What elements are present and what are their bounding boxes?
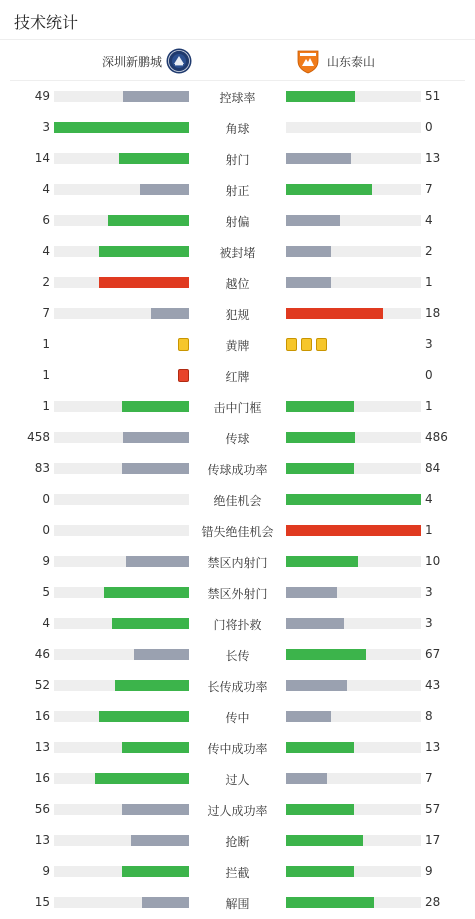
stat-label: 越位 [225,277,250,291]
home-value: 49 [34,89,50,103]
stat-row [0,887,475,918]
home-bar-fill [122,463,190,474]
away-bar-fill [286,463,354,474]
away-bar-track [286,401,421,412]
stat-row [0,143,475,174]
home-bar-track [54,649,189,660]
away-bar-track [286,711,421,722]
stat-label: 传球成功率 [207,463,268,477]
away-bar-track [286,91,421,102]
away-bar-fill [286,277,331,288]
home-value: 0 [42,523,50,537]
away-bar-fill [286,835,363,846]
home-value: 56 [34,802,50,816]
away-bar-track [286,804,421,815]
away-bar-track [286,525,421,536]
home-bar-track [54,556,189,567]
away-bar-track [286,246,421,257]
away-value: 17 [425,833,441,847]
away-value: 486 [425,430,448,444]
stat-label: 击中门框 [213,401,262,415]
home-value: 83 [34,461,50,475]
home-value: 9 [42,864,50,878]
stat-label: 抢断 [225,835,250,849]
home-value: 2 [42,275,50,289]
home-bar-fill [122,742,190,753]
away-bar-track [286,153,421,164]
yellow-card-icon [286,338,297,351]
home-bar-fill [123,432,189,443]
away-bar-track [286,122,421,133]
away-bar-fill [286,804,354,815]
home-bar-track [54,432,189,443]
stat-label: 绝佳机会 [213,494,262,508]
away-bar-track [286,897,421,908]
home-team-name: 深圳新鹏城 [101,54,162,69]
home-bar-fill [99,711,189,722]
stat-label: 过人 [225,773,250,787]
away-bar-track [286,432,421,443]
home-value: 4 [42,182,50,196]
away-bar-fill [286,866,354,877]
away-value: 10 [425,554,441,568]
away-bar-fill [286,91,355,102]
away-bar-fill [286,742,354,753]
stat-label: 黄牌 [225,339,250,353]
home-bar-fill [95,773,190,784]
stat-row [0,546,475,577]
shenzhen-xinpengcheng-logo [166,48,192,74]
stat-row [0,763,475,794]
away-bar-fill [286,711,331,722]
home-value: 6 [42,213,50,227]
stat-label: 禁区内射门 [207,556,268,570]
away-value: 43 [425,678,441,692]
home-bar-fill [115,680,189,691]
home-bar-track [54,401,189,412]
away-bar-track [286,773,421,784]
home-bar-fill [104,587,189,598]
stat-row [0,391,475,422]
away-bar-track [286,649,421,660]
home-value: 13 [34,740,50,754]
away-bar-track [286,618,421,629]
stat-row [0,205,475,236]
stat-label: 解围 [225,897,250,911]
home-value: 0 [42,492,50,506]
away-team-name: 山东泰山 [327,54,376,69]
home-bar-track [54,773,189,784]
home-value: 1 [42,399,50,413]
stat-label: 传中 [225,711,250,725]
home-bar-fill [123,91,189,102]
home-bar-fill [122,401,190,412]
away-bar-track [286,835,421,846]
stat-row [0,484,475,515]
stat-label: 红牌 [225,370,250,384]
away-value: 28 [425,895,441,909]
away-value: 2 [425,244,433,258]
stat-row [0,794,475,825]
stats-list [0,81,475,918]
home-bar-track [54,680,189,691]
home-value: 52 [34,678,50,692]
away-bar-fill [286,184,372,195]
home-bar-fill [140,184,189,195]
away-bar-track [286,556,421,567]
home-value: 458 [27,430,50,444]
home-bar-track [54,618,189,629]
away-bar-fill [286,556,358,567]
home-bar-fill [99,277,189,288]
away-value: 4 [425,492,433,506]
home-value: 5 [42,585,50,599]
stat-label: 射偏 [225,215,250,229]
stat-row [0,360,475,391]
away-value: 3 [425,337,433,351]
away-bar-fill [286,587,337,598]
away-bar-fill [286,680,347,691]
home-bar-fill [54,122,189,133]
stat-row [0,856,475,887]
stat-label: 禁区外射门 [207,587,268,601]
home-cards [178,338,189,351]
away-bar-fill [286,494,421,505]
stat-row [0,422,475,453]
away-bar-track [286,587,421,598]
stat-row [0,112,475,143]
stat-label: 传中成功率 [207,742,268,756]
stat-row [0,825,475,856]
stat-row [0,701,475,732]
stat-row [0,267,475,298]
stat-label: 门将扑救 [213,618,262,632]
stat-label: 射正 [225,184,250,198]
home-value: 14 [34,151,50,165]
title-bar [0,0,475,40]
stat-label: 拦截 [225,866,250,880]
stat-label: 错失绝佳机会 [201,525,274,539]
teams-header [10,41,465,81]
stat-row [0,453,475,484]
stat-label: 过人成功率 [207,804,268,818]
away-bar-fill [286,525,421,536]
stat-row [0,515,475,546]
away-value: 7 [425,182,433,196]
home-bar-track [54,463,189,474]
home-bar-fill [134,649,189,660]
stat-label: 射门 [225,153,250,167]
away-bar-fill [286,773,327,784]
stat-row [0,639,475,670]
away-bar-track [286,277,421,288]
stat-row [0,608,475,639]
away-value: 1 [425,523,433,537]
away-bar-fill [286,215,340,226]
away-value: 9 [425,864,433,878]
away-value: 57 [425,802,441,816]
home-value: 16 [34,709,50,723]
home-bar-track [54,866,189,877]
stat-label: 犯规 [225,308,250,322]
home-bar-fill [99,246,189,257]
away-bar-fill [286,649,366,660]
stat-row [0,236,475,267]
home-value: 4 [42,244,50,258]
away-cards [286,338,327,351]
stat-label: 长传成功率 [207,680,268,694]
home-bar-track [54,184,189,195]
home-value: 46 [34,647,50,661]
stat-row [0,670,475,701]
away-value: 13 [425,740,441,754]
stat-row [0,174,475,205]
home-bar-track [54,246,189,257]
home-bar-track [54,804,189,815]
home-value: 9 [42,554,50,568]
away-value: 8 [425,709,433,723]
home-value: 16 [34,771,50,785]
away-value: 51 [425,89,441,103]
stat-label: 传球 [225,432,250,446]
away-bar-fill [286,246,331,257]
home-value: 13 [34,833,50,847]
stat-label: 被封堵 [219,246,256,260]
away-bar-fill [286,153,351,164]
home-bar-fill [131,835,189,846]
stat-label: 长传 [225,649,250,663]
away-team[interactable] [295,48,375,74]
home-bar-track [54,525,189,536]
home-team[interactable] [102,48,192,74]
stat-row [0,329,475,360]
home-value: 7 [42,306,50,320]
home-bar-track [54,122,189,133]
stat-row [0,577,475,608]
home-bar-track [54,711,189,722]
home-bar-track [54,897,189,908]
home-bar-track [54,91,189,102]
home-value: 15 [34,895,50,909]
away-bar-fill [286,897,374,908]
red-card-icon [178,369,189,382]
home-bar-fill [142,897,189,908]
home-bar-fill [108,215,189,226]
away-value: 0 [425,368,433,382]
home-value: 4 [42,616,50,630]
stat-label: 控球率 [219,91,256,105]
home-bar-track [54,742,189,753]
home-bar-fill [119,153,189,164]
away-bar-track [286,494,421,505]
yellow-card-icon [178,338,189,351]
home-bar-fill [122,804,190,815]
home-value: 1 [42,337,50,351]
away-bar-track [286,866,421,877]
away-value: 67 [425,647,441,661]
stat-row [0,81,475,112]
home-bar-track [54,308,189,319]
away-value: 0 [425,120,433,134]
home-bar-track [54,494,189,505]
away-value: 7 [425,771,433,785]
home-bar-track [54,835,189,846]
stat-label: 角球 [225,122,250,136]
home-value: 1 [42,368,50,382]
away-bar-fill [286,401,354,412]
home-bar-fill [126,556,189,567]
away-value: 1 [425,399,433,413]
home-bar-track [54,215,189,226]
stat-row [0,298,475,329]
away-bar-track [286,308,421,319]
away-value: 3 [425,585,433,599]
away-value: 1 [425,275,433,289]
away-value: 13 [425,151,441,165]
away-bar-fill [286,308,383,319]
stat-row [0,732,475,763]
shandong-taishan-logo [295,48,321,74]
home-bar-track [54,587,189,598]
yellow-card-icon [301,338,312,351]
away-bar-track [286,680,421,691]
yellow-card-icon [316,338,327,351]
home-bar-fill [151,308,189,319]
away-value: 18 [425,306,441,320]
away-bar-fill [286,618,344,629]
home-bar-fill [122,866,190,877]
away-value: 3 [425,616,433,630]
home-bar-fill [112,618,189,629]
home-value: 3 [42,120,50,134]
away-bar-track [286,742,421,753]
home-bar-track [54,277,189,288]
away-value: 4 [425,213,433,227]
away-bar-fill [286,432,355,443]
home-bar-track [54,153,189,164]
page-title: 技术统计 [14,13,79,32]
away-bar-track [286,463,421,474]
away-value: 84 [425,461,441,475]
home-cards [178,369,189,382]
away-bar-track [286,184,421,195]
away-bar-track [286,215,421,226]
